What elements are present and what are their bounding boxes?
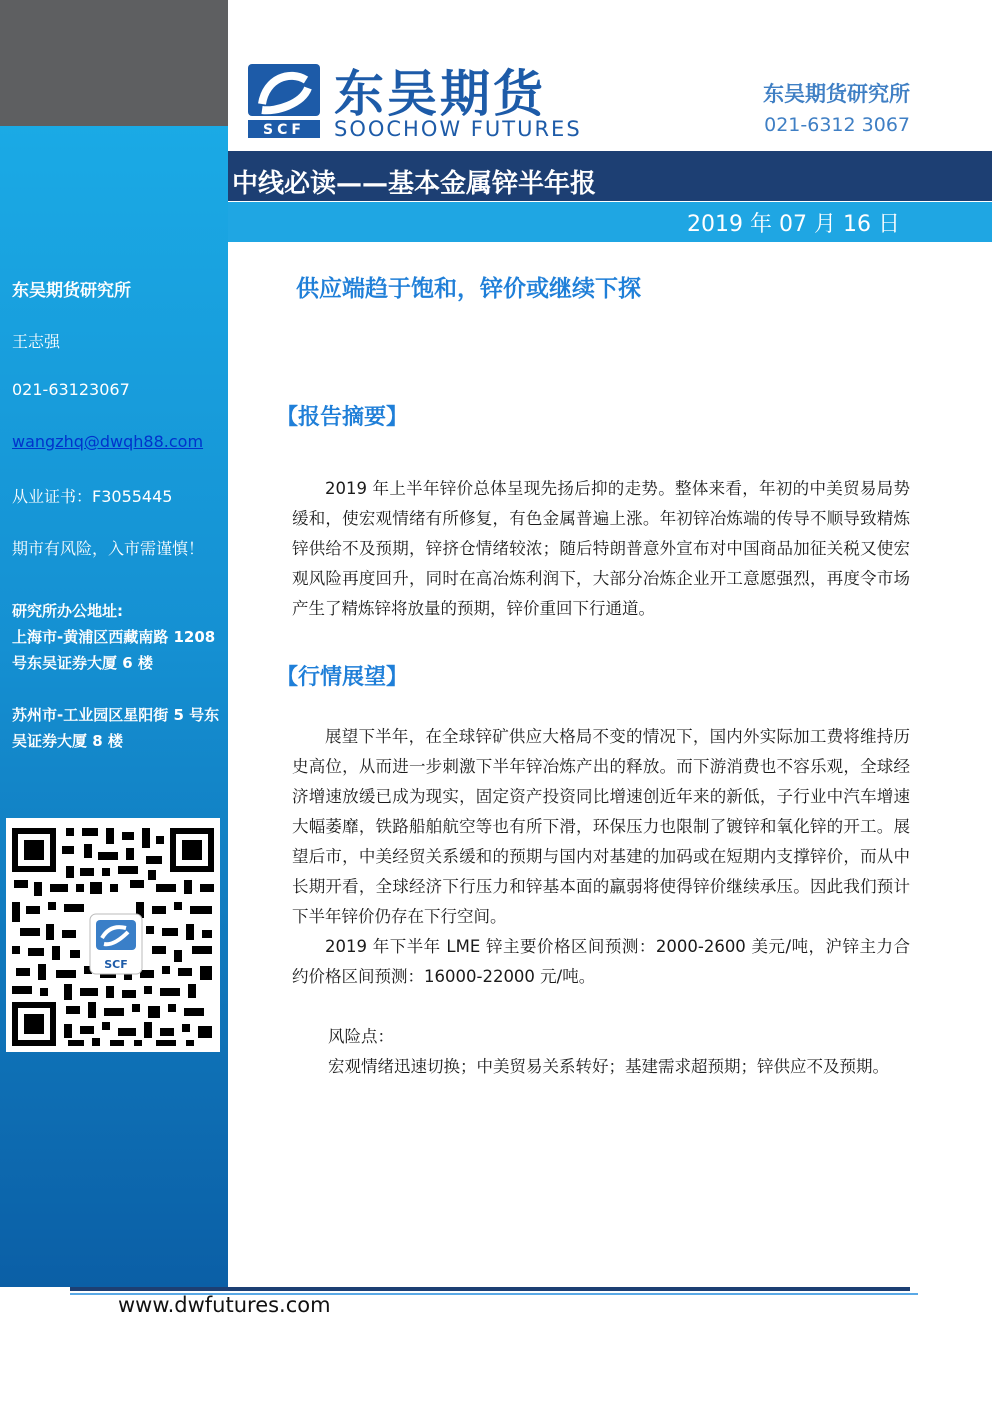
outlook-heading: 【行情展望】: [276, 665, 409, 690]
sidebar-address-shanghai: 上海市-黄浦区西藏南路 1208 号东吴证券大厦 6 楼: [12, 628, 216, 672]
sidebar-warning: 期市有风险，入市需谨慎！: [12, 539, 205, 558]
header-institute: 东吴期货研究所: [763, 82, 910, 106]
svg-text:SCF: SCF: [104, 958, 128, 971]
footer-website-link[interactable]: www.dwfutures.com: [118, 1293, 331, 1317]
header-phone: 021-6312 3067: [764, 114, 910, 136]
logo-mark: [248, 64, 320, 144]
sidebar-office-label: 研究所办公地址:: [12, 602, 123, 620]
sidebar-analyst: 王志强: [12, 332, 61, 351]
summary-heading: 【报告摘要】: [276, 405, 409, 430]
sidebar-institute: 东吴期货研究所: [12, 281, 131, 301]
outlook-paragraph-2: 2019 年下半年 LME 锌主要价格区间预测：2000-2600 美元/吨，沪锌主力合约价格区间预测：16000-22000 元/吨。: [292, 937, 910, 986]
risk-text: 宏观情绪迅速切换；中美贸易关系转好；基建需求超预期；锌供应不及预期。: [328, 1057, 889, 1076]
qr-code-icon: [6, 818, 220, 1052]
report-date: 2019 年 07 月 16 日: [687, 212, 900, 237]
headline: 供应端趋于饱和，锌价或继续下探: [296, 276, 641, 302]
svg-text:SCF: SCF: [263, 122, 305, 138]
sidebar-top-block: [0, 0, 228, 126]
sidebar-phone: 021-63123067: [12, 380, 130, 399]
summary-paragraph: 2019 年上半年锌价总体呈现先扬后抑的走势。整体来看，年初的中美贸易局势缓和，使宏观情绪有所修复，有色金属普遍上涨。年初锌冶炼端的传导不顺导致精炼锌供给不及预期，锌挤仓情绪较浓；随后特朗普意外宣布对中国商品加征关税又使宏观风险再度回升，同时在高冶炼利润下，大部分冶炼企业开工意愿强烈，再度令市场产生了精炼锌将放量的预期，锌价重回下行通道。: [292, 479, 910, 618]
sidebar-license: 从业证书：F3055445: [12, 487, 173, 506]
outlook-paragraph-1: 展望下半年，在全球锌矿供应大格局不变的情况下，国内外实际加工费将维持历史高位，从而进一步刺激下半年锌冶炼产出的释放。而下游消费也不容乐观，全球经济增速放缓已成为现实，固定资产投资同比增速创近年来的新低，子行业中汽车增速大幅萎靡，铁路船舶航空等也有所下滑，环保压力也限制了镀锌和氧化锌的开工。展望后市，中美经贸关系缓和的预期与国内对基建的加码或在短期内支撑锌价，而从中长期开看，全球经济下行压力和锌基本面的羸弱将使得锌价继续承压。因此我们预计下半年锌价仍存在下行空间。: [292, 727, 910, 926]
report-title: 中线必读——基本金属锌半年报: [232, 169, 597, 199]
logo-english-name: SOOCHOW FUTURES: [334, 117, 582, 141]
sidebar-address-suzhou: 苏州市-工业园区星阳街 5 号东吴证券大厦 8 楼: [12, 706, 220, 750]
qr-code[interactable]: [6, 818, 220, 1052]
sidebar-email-link[interactable]: wangzhq@dwqh88.com: [12, 432, 204, 451]
risk-label: 风险点：: [328, 1027, 394, 1046]
footer-divider: [70, 1287, 910, 1291]
logo-chinese-name: 东吴期货: [334, 65, 546, 123]
scf-logo-icon: [248, 64, 320, 140]
